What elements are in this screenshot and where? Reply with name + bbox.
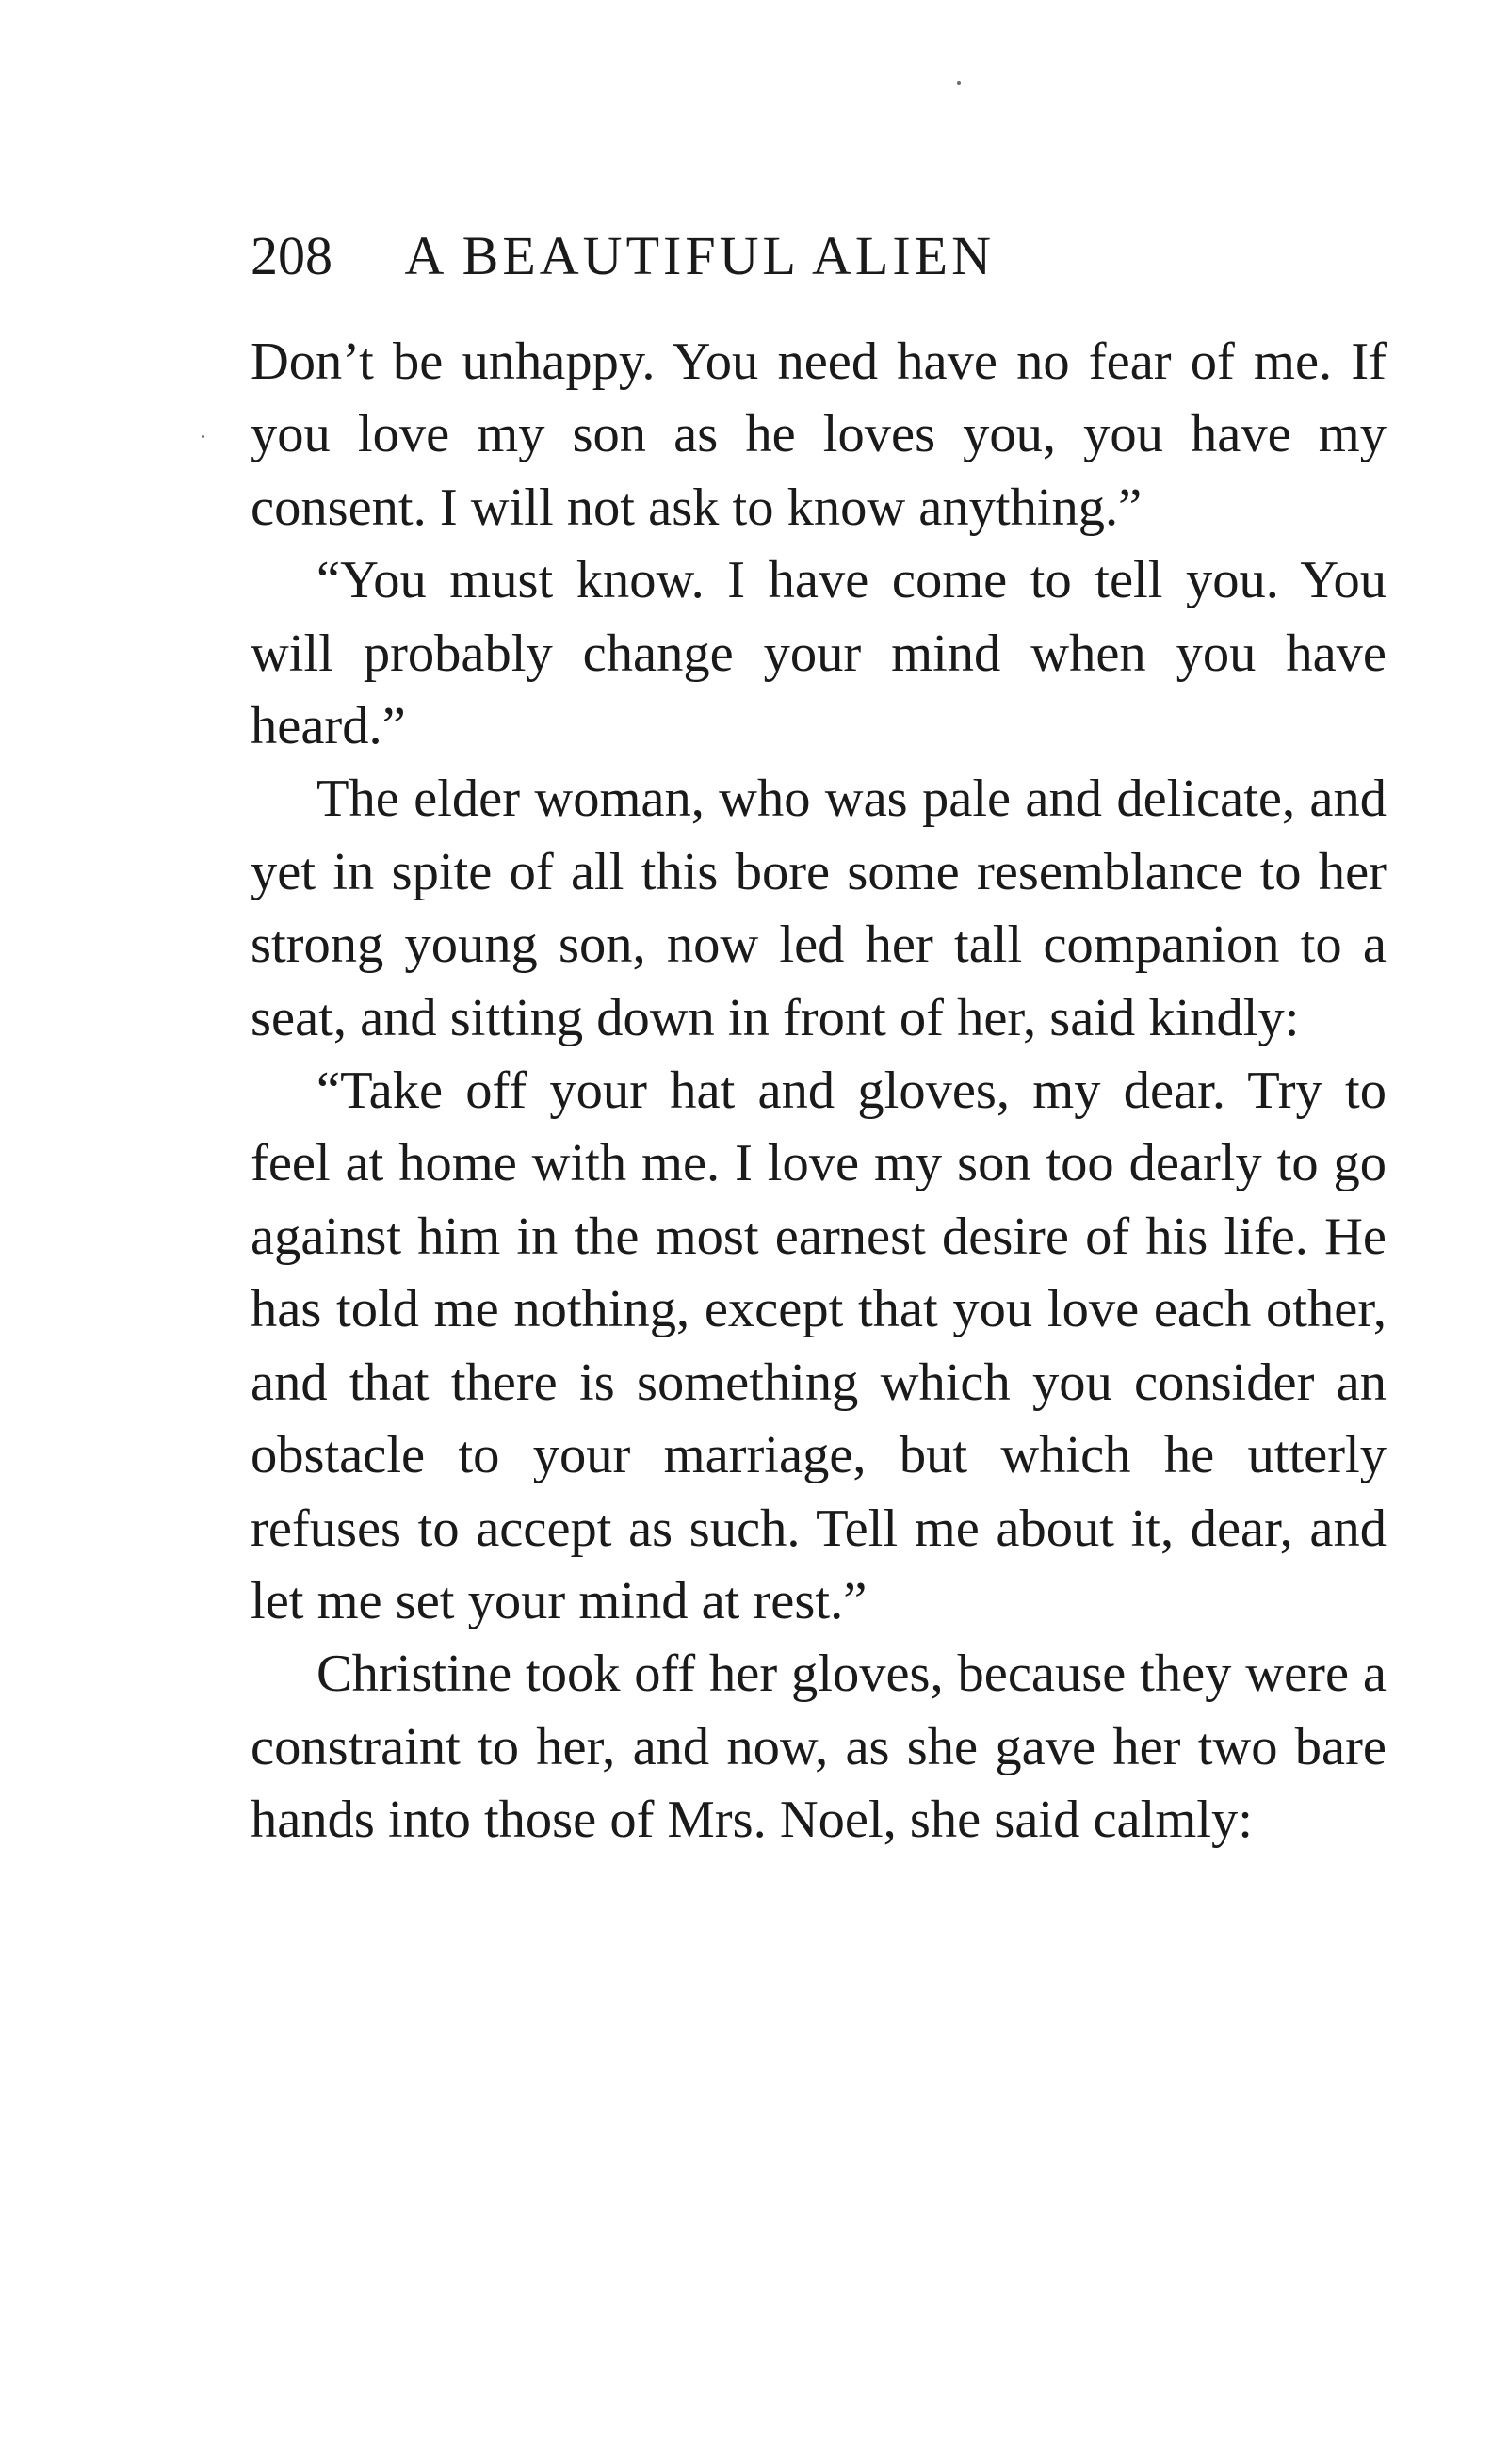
paragraph-elder-woman: The elder woman, who was pale and delicate, and yet in spite of all this bore some resemblance to her strong young son, now led her tall companion to a seat, and sitting down in front of her, said kindly: [251,770,1387,1047]
page-number: 208 [251,225,332,286]
running-head [251,219,1381,294]
paragraph-you-must-know: “You must know. I have come to tell you. You will probably change your mind when you have heard.” [251,551,1387,756]
paragraph-continued: Don’t be unhappy. You need have no fear of me. If you love my son as he loves you, you have my consent. I will not ask to know anything.” [251,332,1387,537]
paragraph-take-off-hat: “Take off your hat and gloves, my dear. Try to feel at home with me. I love my son too dearly to go against him in the most earnest desire of his life. He has told me nothing, except that you love each other, and that there is something which you consider an obstacle to your marriage, but which he utterly refuses to accept as such. Tell me about it, dear, and let me set your mind at rest.” [251,1062,1387,1630]
print-speck [202,435,204,438]
paragraph-christine: Christine took off her gloves, because they were a constraint to her, and now, as she gave her two bare hands into those of Mrs. Noel, she said calmly: [251,1645,1387,1850]
body-text [251,326,1387,1857]
print-speck [957,81,961,85]
book-title: A BEAUTIFUL ALIEN [404,225,995,286]
